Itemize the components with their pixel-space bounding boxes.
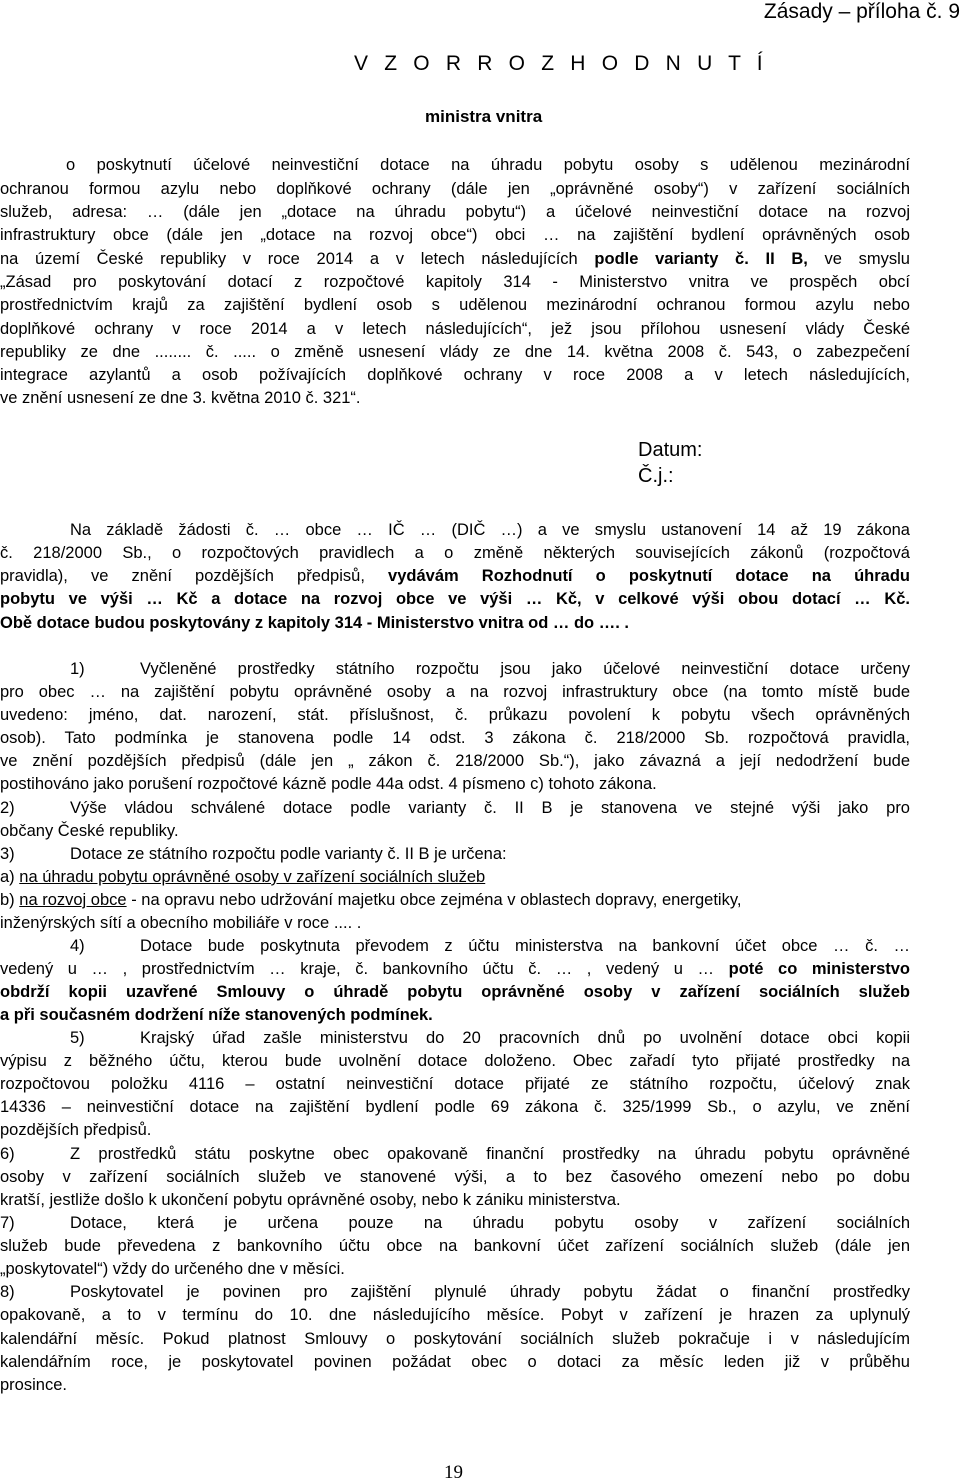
- point-line-last: „poskytovatel“) vždy do určeného dne v měsíci.: [0, 1260, 345, 1278]
- point-number: 2): [0, 799, 15, 817]
- point-line: osob). Tato podmínka je stanovena podle 14 odst. 3 zákona č. 218/2000 Sb. rozpočtová pravidla,: [0, 729, 910, 747]
- point-line: [0, 1212, 910, 1234]
- subpoint-letter: b): [0, 891, 15, 909]
- point-line: uvedeno: jméno, dat. narození, stát. příslušnost, č. průkazu povolení k pobytu všech oprávněných: [0, 706, 910, 724]
- point-line: [0, 843, 910, 865]
- intro-line: služeb, adresa: … (dále jen „dotace na úhradu pobytu“) a účelové neinvestiční dotace na rozvoj: [0, 203, 910, 221]
- point-text: Vyčleněné prostředky státního rozpočtu jsou jako účelové neinvestiční dotace určeny: [140, 660, 910, 678]
- date-label: Datum:: [638, 439, 703, 461]
- point-number: 8): [0, 1283, 15, 1301]
- point-text: Krajský úřad zašle ministerstvu do 20 pracovních dnů po uvolnění dotace obci kopii: [140, 1029, 910, 1047]
- decision-text: pravidla), ve znění pozdějších předpisů,: [0, 567, 365, 585]
- intro-line-varianta: [0, 248, 910, 270]
- point-bold: poté co ministerstvo: [728, 960, 910, 978]
- point-line: rozpočtovou položku 4116 – ostatní neinvestiční dotace přijaté ze státního rozpočtu, účelový znak: [0, 1075, 910, 1093]
- point-number: 5): [70, 1029, 85, 1047]
- point-line-last: kratší, jestliže došlo k ukončení pobytu oprávněné osoby, nebo k zániku ministerstva.: [0, 1191, 621, 1209]
- point-text: Výše vládou schválené dotace podle varianty č. II B je stanovena ve stejné výši jako pro: [70, 799, 910, 817]
- point-number: 4): [70, 937, 85, 955]
- point-line: kalendářní měsíc. Pokud platnost Smlouvy o poskytování sociálních služeb pokračuje i v následujícím: [0, 1330, 910, 1348]
- intro-line-text: na území České republiky v roce 2014 a v letech následujících: [0, 250, 578, 268]
- point-line: [0, 1143, 910, 1165]
- point-text: Z prostředků státu poskytne obec opakovaně finanční prostředky na úhradu pobytu oprávněné: [70, 1145, 910, 1163]
- point-text: Poskytovatel je povinen pro zajištění plynulé úhrady pobytu žádat o finanční prostředky: [70, 1283, 910, 1301]
- intro-line: o poskytnutí účelové neinvestiční dotace na úhradu pobytu osoby s udělenou mezinárodní: [66, 156, 910, 174]
- decision-line: pobytu ve výši … Kč a dotace na rozvoj obce ve výši … Kč, v celkové výši obou dotací … Kč.: [0, 590, 910, 608]
- point-line-last: pozdějších předpisů.: [0, 1121, 152, 1139]
- point-line-last: občany České republiky.: [0, 822, 179, 840]
- point-line: [0, 797, 910, 819]
- intro-line-tail: ve smyslu: [824, 250, 910, 268]
- decision-line-last: Obě dotace budou poskytovány z kapitoly 314 - Ministerstvo vnitra od … do …. .: [0, 614, 629, 632]
- point-line: [70, 658, 910, 680]
- decision-line: č. 218/2000 Sb., o rozpočtových pravidlech a o změně některých souvisejících zákonů (rozpočtová: [0, 544, 910, 562]
- point-text: Dotace bude poskytnuta převodem z účtu ministerstva na bankovní účet obce … č. …: [140, 937, 910, 955]
- point-number: 7): [0, 1214, 15, 1232]
- subpoint-text: na úhradu pobytu oprávněné osoby v zařízení sociálních služeb: [19, 868, 486, 886]
- subpoint-text: - na opravu nebo udržování majetku obce zejména v oblastech dopravy, energetiky,: [131, 891, 742, 909]
- point-3a: [0, 866, 910, 888]
- point-3b: [0, 889, 910, 911]
- point-line: ve znění pozdějších předpisů (dále jen „ zákon č. 218/2000 Sb.“), jako závazná a její nedodržení bude: [0, 752, 910, 770]
- point-line-last: postihováno jako porušení rozpočtové kázně podle 44a odst. 4 písmeno c) tohoto zákona.: [0, 775, 657, 793]
- point-line: [0, 1281, 910, 1303]
- decision-line: Na základě žádosti č. … obce … IČ … (DIČ …) a ve smyslu ustanovení 14 až 19 zákona: [70, 521, 910, 539]
- point-text: vedený u … , prostřednictvím … kraje, č. bankovního účtu č. … , vedený u …: [0, 960, 715, 978]
- intro-line-last: ve znění usnesení ze dne 3. května 2010 č. 321“.: [0, 389, 361, 407]
- point-number: 3): [0, 845, 15, 863]
- point-number: 6): [0, 1145, 15, 1163]
- point-line-last: prosince.: [0, 1376, 67, 1394]
- point-line: služeb bude převedena z bankovního účtu obce na bankovní účet zařízení sociálních služeb (dále jen: [0, 1237, 910, 1255]
- point-line: 14336 – neinvestiční dotace na zajištění bydlení podle 69 zákona č. 325/1999 Sb., o azylu, ve znění: [0, 1098, 910, 1116]
- point-line: [0, 958, 910, 980]
- point-line: [70, 935, 910, 957]
- document-title: V Z O R R O Z H O D N U T Í: [354, 52, 768, 75]
- point-line: obdrží kopii uzavřené Smlouvy o úhradě pobytu oprávněné osoby v zařízení sociálních služeb: [0, 983, 910, 1001]
- decision-line: [0, 565, 910, 587]
- point-line: osoby v zařízení sociálních služeb ve stanovené výši, a to bez časového omezení nebo po dobu: [0, 1168, 910, 1186]
- point-line-last: a při současném dodržení níže stanovených podmínek.: [0, 1006, 433, 1024]
- intro-line: ochranou formou azylu nebo doplňkové ochrany (dále jen „oprávněné osoby“) v zařízení sociálních: [0, 180, 910, 198]
- intro-line: prostřednictvím krajů za zajištění bydlení osob s udělenou mezinárodní ochranou formou azylu nebo: [0, 296, 910, 314]
- intro-line: „Zásad pro poskytování dotací z rozpočtové kapitoly 314 - Ministerstvo vnitra ve prospěch obcí: [0, 273, 910, 291]
- subpoint-letter: a): [0, 868, 15, 886]
- annex-reference: Zásady – příloha č. 9: [763, 0, 960, 23]
- point-line-last: inženýrských sítí a obecního mobiliáře v roce .... .: [0, 914, 362, 932]
- decision-bold: vydávám Rozhodnutí o poskytnutí dotace na úhradu: [388, 567, 910, 585]
- point-line: pro obec … na zajištění pobytu oprávněné osoby a na rozvoj infrastruktury obce (na tomto místě bude: [0, 683, 910, 701]
- point-line: výpisu z běžného účtu, kterou bude uvolnění dotace doloženo. Obec zařadí tyto přijaté prostředky na: [0, 1052, 910, 1070]
- document-subtitle: ministra vnitra: [425, 107, 543, 126]
- point-line: kalendářním roce, je poskytovatel povinen požádat obec o dotaci za měsíc leden již v průběhu: [0, 1353, 910, 1371]
- intro-line: republiky ze dne ........ č. ..... o změně usnesení vlády ze dne 14. května 2008 č. 543, o zabezpečení: [0, 343, 910, 361]
- point-text: Dotace, která je určena pouze na úhradu pobytu osoby v zařízení sociálních: [70, 1214, 910, 1232]
- date-reference-block: [638, 437, 702, 489]
- point-line: opakovaně, a to v termínu do 10. dne následujícího měsíce. Pobyt v zařízení je hrazen za uplynulý: [0, 1306, 910, 1324]
- varianta-label: podle varianty č. II B,: [594, 250, 808, 268]
- reference-number-label: Č.j.:: [638, 465, 674, 487]
- point-line: [70, 1027, 910, 1049]
- intro-line: infrastruktury obce (dále jen „dotace na rozvoj obce“) obci … na zajištění bydlení oprávněných osob: [0, 226, 910, 244]
- point-text: Dotace ze státního rozpočtu podle varianty č. II B je určena:: [70, 845, 507, 863]
- intro-line: doplňkové ochrany v roce 2014 a v letech následujících“, jež jsou přílohou usnesení vlády České: [0, 320, 910, 338]
- intro-line: integrace azylantů a osob požívajících doplňkové ochrany v roce 2008 a v letech následujících,: [0, 366, 910, 384]
- page-number: 19: [444, 1462, 463, 1483]
- subpoint-underlined: na rozvoj obce: [19, 891, 127, 909]
- point-number: 1): [70, 660, 85, 678]
